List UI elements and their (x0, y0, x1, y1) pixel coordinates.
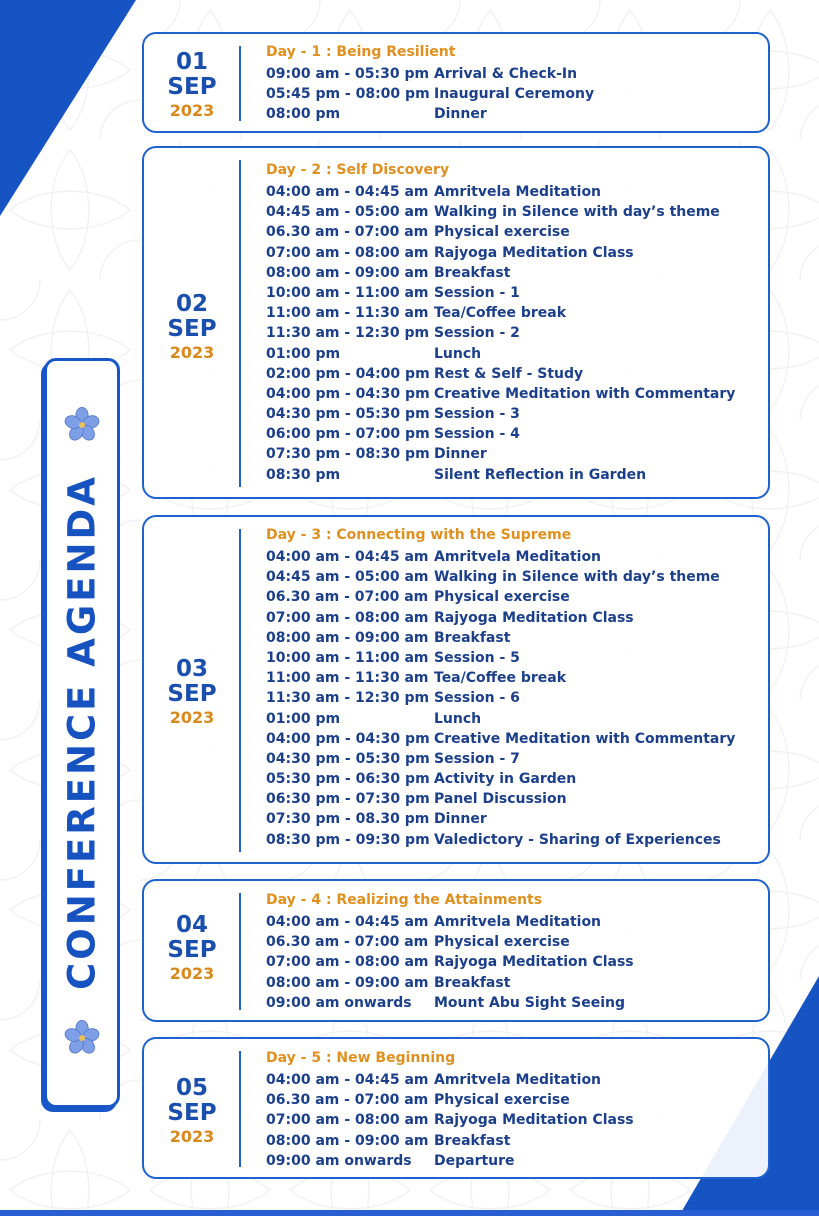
date-block (144, 292, 240, 364)
schedule-time: 06:00 pm - 07:00 pm (266, 426, 430, 443)
side-title: CONFERENCE AGENDA (60, 474, 104, 990)
schedule-time: 05:45 pm - 08:00 pm (266, 86, 430, 103)
day-title: Day - 2 : Self Discovery (266, 162, 450, 178)
schedule-time: 01:00 pm (266, 710, 341, 727)
schedule-time: 06:30 pm - 07:30 pm (266, 791, 430, 808)
schedule-time: 09:00 am - 05:30 pm (266, 66, 430, 82)
schedule-event: Tea/Coffee break (434, 305, 567, 322)
date-day: 05 (175, 1075, 208, 1101)
day-card-3 (142, 515, 770, 864)
date-month: SEP (167, 681, 217, 707)
schedule-event: Arrival & Check-In (434, 66, 578, 82)
date-day: 04 (175, 912, 208, 938)
date-day: 02 (175, 291, 208, 317)
schedule-event: Breakfast (434, 629, 511, 646)
schedule-event: Dinner (434, 811, 487, 828)
schedule-time: 04:00 pm - 04:30 pm (266, 730, 430, 747)
day-title: Day - 4 : Realizing the Attainments (266, 892, 543, 908)
schedule-event: Activity in Garden (434, 771, 577, 788)
schedule-time: 06.30 am - 07:00 am (266, 1092, 429, 1109)
schedule-event: Walking in Silence with day’s theme (434, 569, 720, 586)
schedule-event: Physical exercise (434, 1092, 570, 1109)
bottom-bar (0, 1210, 819, 1216)
day-card-2 (142, 146, 770, 499)
date-month: SEP (167, 316, 217, 342)
schedule-time: 11:30 am - 12:30 pm (266, 325, 430, 342)
schedule-time: 09:00 am onwards (266, 994, 412, 1011)
schedule-time: 06.30 am - 07:00 am (266, 589, 429, 606)
date-month: SEP (167, 74, 217, 100)
schedule-event: Breakfast (434, 264, 511, 281)
schedule-time: 11:30 am - 12:30 pm (266, 690, 430, 707)
schedule-event: Inaugural Ceremony (434, 86, 595, 103)
schedule-event: Departure (434, 1152, 515, 1169)
schedule-event: Session - 6 (434, 690, 520, 707)
schedule-event: Session - 1 (434, 284, 520, 301)
schedule-event: Physical exercise (434, 589, 570, 606)
date-month: SEP (167, 937, 217, 963)
day-card-4 (142, 879, 770, 1022)
schedule-time: 08:30 pm (266, 466, 341, 483)
day-title: Day - 3 : Connecting with the Supreme (266, 527, 572, 543)
day-card-5 (142, 1037, 770, 1179)
schedule-event: Session - 5 (434, 649, 520, 666)
schedule-time: 02:00 pm - 04:00 pm (266, 365, 430, 382)
date-day: 03 (175, 656, 208, 682)
schedule-event: Breakfast (434, 974, 511, 991)
schedule-event: Amritvela Meditation (434, 184, 602, 200)
schedule-event: Amritvela Meditation (434, 914, 602, 930)
schedule-time: 08:00 am - 09:00 am (266, 264, 429, 281)
schedule-event: Rest & Self - Study (434, 365, 584, 382)
date-block (144, 1076, 240, 1148)
schedule-event: Lunch (434, 710, 482, 727)
schedule-time: 10:00 am - 11:00 am (266, 649, 429, 666)
schedule-time: 05:30 pm - 06:30 pm (266, 771, 430, 788)
date-year: 2023 (169, 964, 215, 983)
schedule-time: 08:00 am - 09:00 am (266, 1132, 429, 1149)
schedule-time: 04:00 am - 04:45 am (266, 914, 429, 930)
date-block (144, 913, 240, 985)
schedule-time: 01:00 pm (266, 345, 341, 362)
schedule-event: Walking in Silence with day’s theme (434, 204, 720, 221)
corner-decoration-top-left (0, 0, 140, 220)
schedule-event: Physical exercise (434, 934, 570, 951)
schedule-time: 04:00 pm - 04:30 pm (266, 385, 430, 402)
schedule-time: 04:00 am - 04:45 am (266, 184, 429, 200)
date-month: SEP (167, 1100, 217, 1126)
day-title: Day - 5 : New Beginning (266, 1050, 456, 1066)
schedule-time: 07:30 pm - 08.30 pm (266, 811, 430, 828)
schedule-time: 06.30 am - 07:00 am (266, 934, 429, 951)
schedule-time: 06.30 am - 07:00 am (266, 224, 429, 241)
schedule-event: Rajyoga Meditation Class (434, 609, 634, 626)
schedule-event: Dinner (434, 446, 487, 463)
schedule-event: Amritvela Meditation (434, 1072, 602, 1088)
schedule-time: 10:00 am - 11:00 am (266, 284, 429, 301)
schedule-time: 11:00 am - 11:30 am (266, 670, 429, 687)
schedule-event: Amritvela Meditation (434, 549, 602, 565)
schedule-event: Rajyoga Meditation Class (434, 954, 634, 971)
schedule-time: 04:45 am - 05:00 am (266, 204, 429, 221)
schedule-event: Session - 2 (434, 325, 520, 342)
schedule-time: 04:30 pm - 05:30 pm (266, 406, 430, 423)
schedule-time: 07:30 pm - 08:30 pm (266, 446, 430, 463)
schedule-event: Session - 4 (434, 426, 520, 443)
schedule-time: 04:30 pm - 05:30 pm (266, 750, 430, 767)
schedule-event: Session - 3 (434, 406, 520, 423)
schedule-time: 08:30 pm - 09:30 pm (266, 831, 430, 848)
date-day: 01 (175, 49, 208, 75)
day-title: Day - 1 : Being Resilient (266, 44, 456, 60)
schedule-time: 07:00 am - 08:00 am (266, 954, 429, 971)
date-year: 2023 (169, 708, 215, 727)
schedule-time: 08:00 am - 09:00 am (266, 974, 429, 991)
schedule-event: Physical exercise (434, 224, 570, 241)
date-year: 2023 (169, 101, 215, 120)
schedule-time: 08:00 pm (266, 106, 341, 123)
date-block (144, 657, 240, 729)
schedule-time: 04:45 am - 05:00 am (266, 569, 429, 586)
schedule-time: 04:00 am - 04:45 am (266, 1072, 429, 1088)
day-card-1 (142, 32, 770, 133)
schedule-event: Creative Meditation with Commentary (434, 730, 736, 747)
schedule-event: Panel Discussion (434, 791, 567, 808)
schedule-time: 09:00 am onwards (266, 1152, 412, 1169)
schedule-event: Tea/Coffee break (434, 670, 567, 687)
schedule-event: Lunch (434, 345, 482, 362)
schedule-event: Breakfast (434, 1132, 511, 1149)
date-year: 2023 (169, 343, 215, 362)
schedule-time: 07:00 am - 08:00 am (266, 244, 429, 261)
schedule-time: 07:00 am - 08:00 am (266, 1112, 429, 1129)
schedule-event: Session - 7 (434, 750, 520, 767)
schedule-time: 08:00 am - 09:00 am (266, 629, 429, 646)
schedule-event: Rajyoga Meditation Class (434, 1112, 634, 1129)
schedule-time: 04:00 am - 04:45 am (266, 549, 429, 565)
schedule-time: 11:00 am - 11:30 am (266, 305, 429, 322)
schedule-event: Valedictory - Sharing of Experiences (434, 831, 721, 848)
flower-icon (63, 1019, 101, 1057)
schedule-event: Dinner (434, 106, 487, 123)
schedule-event: Mount Abu Sight Seeing (434, 994, 626, 1011)
schedule-event: Silent Reflection in Garden (434, 466, 647, 483)
date-block (144, 50, 240, 122)
schedule-event: Creative Meditation with Commentary (434, 385, 736, 402)
schedule-event: Rajyoga Meditation Class (434, 244, 634, 261)
date-year: 2023 (169, 1127, 215, 1146)
schedule-time: 07:00 am - 08:00 am (266, 609, 429, 626)
flower-icon (63, 406, 101, 444)
